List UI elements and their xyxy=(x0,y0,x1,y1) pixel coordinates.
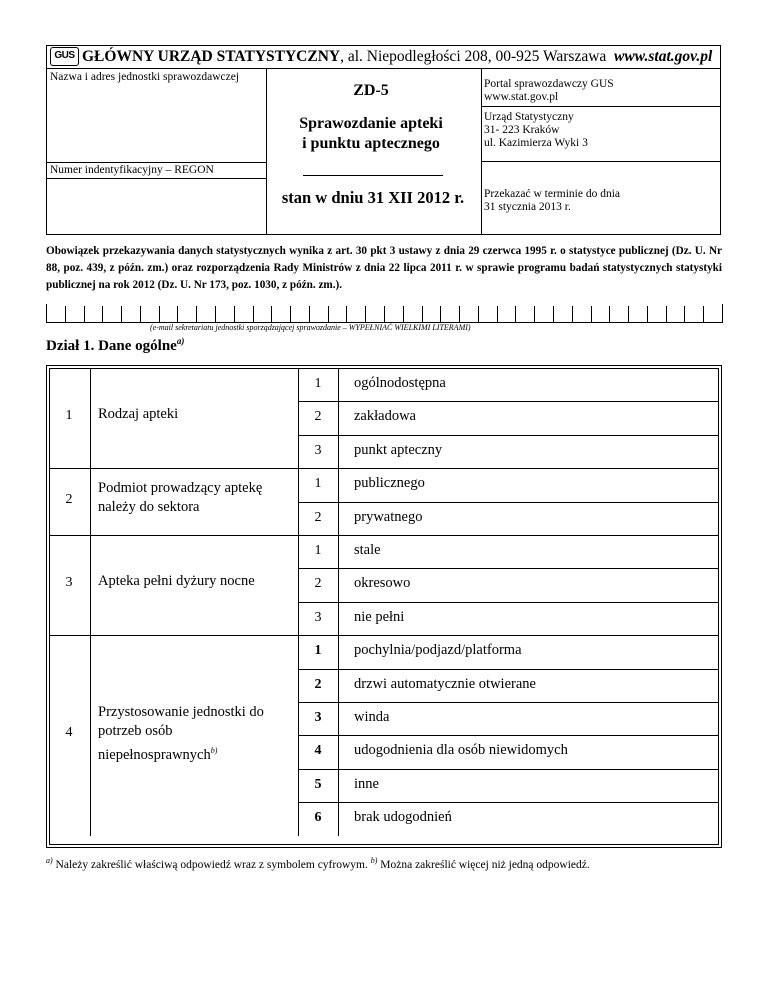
row-label-footnote-mark: b) xyxy=(210,746,218,755)
form-title xyxy=(266,114,476,154)
row-label xyxy=(98,479,294,517)
option-divider xyxy=(298,802,719,803)
option-divider xyxy=(298,602,719,603)
email-box-divider xyxy=(534,306,535,322)
option-label[interactable]: winda xyxy=(354,709,390,725)
regon-label-underline xyxy=(46,178,266,179)
deadline-line2: 31 stycznia 2013 r. xyxy=(484,201,571,213)
option-code[interactable]: 2 xyxy=(314,510,322,525)
email-box-divider xyxy=(346,306,347,322)
option-code[interactable]: 2 xyxy=(314,677,322,692)
option-label[interactable]: prywatnego xyxy=(354,509,423,525)
email-box-divider xyxy=(140,306,141,322)
email-box-divider xyxy=(572,306,573,322)
email-box-divider xyxy=(684,306,685,322)
general-data-table-inner xyxy=(49,368,719,845)
option-label[interactable]: ogólnodostępna xyxy=(354,375,446,391)
portal-line2[interactable]: www.stat.gov.pl xyxy=(484,91,559,103)
office-line1: Urząd Statystyczny xyxy=(484,111,574,123)
option-label[interactable]: nie pełni xyxy=(354,609,405,625)
institution-line xyxy=(82,48,712,66)
section-footnote-mark: a) xyxy=(176,336,185,346)
email-box-divider xyxy=(628,306,629,322)
row-label-line: należy do sektora xyxy=(98,499,200,515)
option-divider xyxy=(298,502,719,503)
footnotes xyxy=(46,856,590,871)
option-code[interactable]: 3 xyxy=(314,443,322,458)
email-box-divider xyxy=(422,306,423,322)
table-row-divider xyxy=(49,468,719,469)
option-label[interactable]: udogodnienia dla osób niewidomych xyxy=(354,742,568,758)
option-divider xyxy=(298,669,719,670)
option-label[interactable]: zakładowa xyxy=(354,408,416,424)
institution-name: GŁÓWNY URZĄD STATYSTYCZNY xyxy=(82,48,341,65)
row-label-line: Podmiot prowadzący aptekę xyxy=(98,480,263,496)
email-box-divider xyxy=(365,306,366,322)
option-divider xyxy=(298,735,719,736)
table-col-divider xyxy=(298,368,299,836)
portal-divider xyxy=(481,106,721,107)
footnote-b-text: Można zakreślić więcej niż jedną odpowiedź. xyxy=(377,858,590,871)
option-code[interactable]: 2 xyxy=(314,576,322,591)
row-number: 4 xyxy=(65,725,73,740)
option-code[interactable]: 1 xyxy=(314,476,322,491)
option-code[interactable]: 3 xyxy=(314,710,322,725)
option-label[interactable]: publicznego xyxy=(354,475,425,491)
email-box-divider xyxy=(234,306,235,322)
email-box-divider xyxy=(647,306,648,322)
gus-logo: GUS xyxy=(50,47,79,66)
email-box-divider xyxy=(309,306,310,322)
email-box-divider xyxy=(384,306,385,322)
email-box-divider xyxy=(591,306,592,322)
option-code[interactable]: 1 xyxy=(314,543,322,558)
section-title-text: Dział 1. Dane ogólne xyxy=(46,338,177,354)
legal-notice: Obowiązek przekazywania danych statystycznych wynika z art. 30 pkt 3 ustawy z dnia 29 czerwca 1995 r. o statystyce publicznej (Dz. U. Nr 88, poz. 439, z późn. zm.) oraz rozporządzenia Rady Ministrów z dnia 22 lipca 2011 r. w sprawie programu badań statystycznych statystyki publicznej na rok 2012 (Dz. U. Nr 173, poz. 1030, z późn. zm.). xyxy=(46,245,722,291)
row-label xyxy=(98,572,294,591)
email-box-divider xyxy=(553,306,554,322)
deadline-line1: Przekazać w terminie do dnia xyxy=(484,188,621,200)
option-code[interactable]: 2 xyxy=(314,409,322,424)
footnote-b-mark: b) xyxy=(370,856,378,865)
office-address xyxy=(484,111,588,150)
option-label[interactable]: pochylnia/podjazd/platforma xyxy=(354,642,522,658)
email-box-divider xyxy=(196,306,197,322)
row-label-text: niepełnosprawnych xyxy=(98,746,211,763)
regon-divider xyxy=(46,162,266,163)
row-label-line xyxy=(98,741,294,765)
row-label xyxy=(98,703,294,765)
header-divider-right xyxy=(481,69,482,235)
deadline-info xyxy=(484,188,620,214)
email-box-divider xyxy=(497,306,498,322)
email-box-divider xyxy=(253,306,254,322)
email-box-divider xyxy=(65,306,66,322)
unit-name-label: Nazwa i adres jednostki sprawozdawczej xyxy=(50,71,240,83)
option-divider xyxy=(298,702,719,703)
office-line3: ul. Kazimierza Wyki 3 xyxy=(484,137,588,149)
form-code: ZD-5 xyxy=(353,82,389,99)
email-box-divider xyxy=(666,306,667,322)
section-title xyxy=(46,336,184,355)
table-col-divider xyxy=(338,368,339,836)
row-label xyxy=(98,405,294,424)
table-col-divider xyxy=(90,368,91,836)
option-divider xyxy=(298,435,719,436)
email-box-divider xyxy=(459,306,460,322)
footnote-a-text: Należy zakreślić właściwą odpowiedź wraz z symbolem cyfrowym. xyxy=(52,858,371,871)
email-box-divider xyxy=(403,306,404,322)
form-as-of-date: stan w dniu 31 XII 2012 r. xyxy=(281,188,465,207)
row-label-line: Apteka pełni dyżury nocne xyxy=(98,573,255,589)
email-box-divider xyxy=(46,304,47,322)
email-box-divider xyxy=(271,306,272,322)
option-code[interactable]: 1 xyxy=(314,376,322,391)
option-code[interactable]: 5 xyxy=(314,777,322,792)
option-label[interactable]: inne xyxy=(354,776,379,792)
row-number: 3 xyxy=(65,575,73,590)
email-box-divider xyxy=(440,306,441,322)
form-title-line1: Sprawozdanie apteki xyxy=(299,115,443,132)
email-box-divider xyxy=(515,306,516,322)
table-row-divider xyxy=(49,535,719,536)
footnote-a-mark: a) xyxy=(46,856,53,865)
option-label[interactable]: okresowo xyxy=(354,575,411,591)
office-line2: 31- 223 Kraków xyxy=(484,124,560,136)
row-number: 1 xyxy=(65,408,73,423)
option-divider xyxy=(298,769,719,770)
row-label-line: Przystosowanie jednostki do xyxy=(98,704,264,720)
email-box-divider xyxy=(290,306,291,322)
option-label[interactable]: drzwi automatycznie otwierane xyxy=(354,676,536,692)
email-caption: (e-mail sekretariatu jednostki sporządzającej sprawozdanie – WYPEŁNIAĆ WIELKIMI LITERAMI) xyxy=(150,323,471,332)
email-box-divider xyxy=(121,306,122,322)
row-label-line: Rodzaj apteki xyxy=(98,406,179,422)
option-code[interactable]: 3 xyxy=(314,610,322,625)
option-label[interactable]: brak udogodnień xyxy=(354,809,452,825)
email-box-divider xyxy=(703,306,704,322)
row-label-line: potrzeb osób xyxy=(98,723,173,739)
form-title-line2: i punktu aptecznego xyxy=(302,135,440,152)
email-box-divider xyxy=(609,306,610,322)
option-code[interactable]: 1 xyxy=(314,643,322,658)
option-divider xyxy=(298,401,719,402)
email-box-divider xyxy=(102,306,103,322)
email-box-divider xyxy=(159,306,160,322)
institution-website[interactable]: www.stat.gov.pl xyxy=(614,48,713,65)
regon-label: Numer indentyfikacyjny – REGON xyxy=(50,164,214,176)
option-divider xyxy=(298,568,719,569)
email-box-divider xyxy=(84,306,85,322)
option-label[interactable]: punkt apteczny xyxy=(354,442,443,458)
option-label[interactable]: stale xyxy=(354,542,381,558)
portal-line1: Portal sprawozdawczy GUS xyxy=(484,78,614,90)
office-divider xyxy=(481,161,721,162)
title-underline xyxy=(303,175,443,176)
portal-info xyxy=(484,78,614,104)
institution-address: , al. Niepodległości 208, 00-925 Warszawa xyxy=(340,48,607,65)
row-number: 2 xyxy=(65,492,73,507)
email-box-divider xyxy=(177,306,178,322)
option-code[interactable]: 4 xyxy=(314,743,322,758)
table-row-divider xyxy=(49,635,719,636)
email-box-divider xyxy=(215,306,216,322)
option-code[interactable]: 6 xyxy=(314,810,322,825)
email-box-divider xyxy=(328,306,329,322)
email-box-divider xyxy=(722,304,723,322)
email-box-divider xyxy=(478,306,479,322)
